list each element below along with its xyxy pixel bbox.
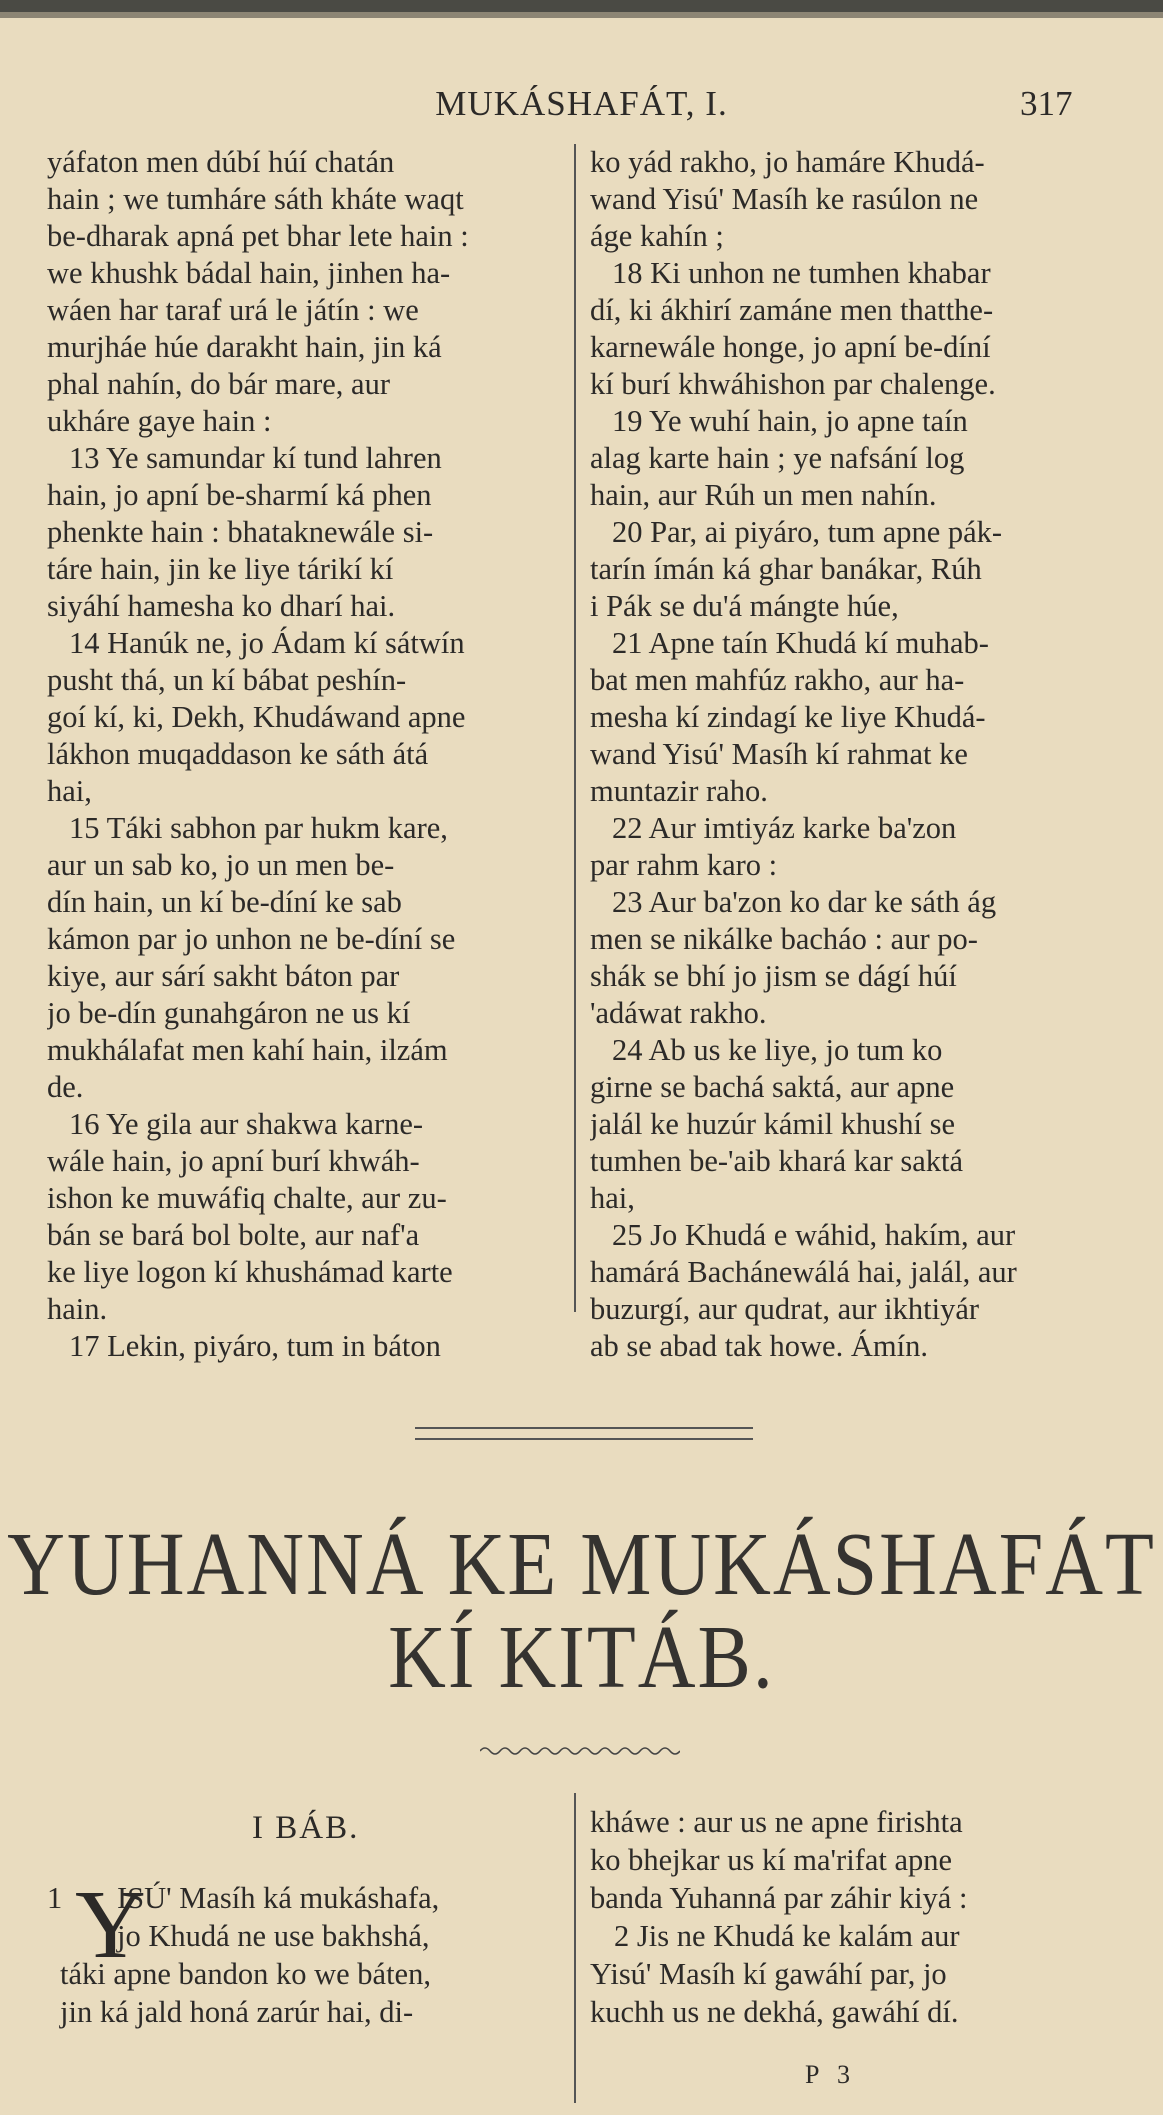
text-line: 14 Hanúk ne, jo Ádam kí sátwín: [69, 626, 465, 660]
text-line: 13 Ye samundar kí tund lahren: [69, 441, 442, 475]
text-line: yáfaton men dúbí húí chatán: [47, 145, 395, 179]
running-header-title: MUKÁSHAFÁT, I.: [435, 84, 728, 123]
text-line: ab se abad tak howe. Ámín.: [590, 1329, 928, 1363]
text-line: 15 Táki sabhon par hukm kare,: [69, 811, 448, 845]
text-line: wáen har taraf urá le játín : we: [47, 293, 419, 327]
text-line: tarín ímán ká ghar banákar, Rúh: [590, 552, 982, 586]
text-line: áge kahín ;: [590, 219, 724, 253]
text-line: girne se bachá saktá, aur apne: [590, 1070, 955, 1104]
text-line: 25 Jo Khudá e wáhid, hakím, aur: [612, 1218, 1016, 1252]
text-line: jalál ke huzúr kámil khushí se: [590, 1107, 956, 1141]
text-line: banda Yuhanná par záhir kiyá :: [590, 1881, 968, 1915]
text-line: goí kí, ki, Dekh, Khudáwand apne: [47, 700, 466, 734]
signature-mark: P 3: [805, 2060, 856, 2089]
text-line: 22 Aur imtiyáz karke ba'zon: [612, 811, 957, 845]
text-line: hamárá Bachánewálá hai, jalál, aur: [590, 1255, 1017, 1289]
page-top-edge-shade: [0, 12, 1163, 18]
text-line: wand Yisú' Masíh kí rahmat ke: [590, 737, 968, 771]
column-divider: [574, 144, 576, 1312]
text-line: jo be-dín gunahgáron ne us kí: [47, 996, 411, 1030]
chapter-heading: I BÁB.: [252, 1810, 360, 1846]
text-line: táki apne bandon ko we báten,: [60, 1957, 431, 1991]
text-line: 21 Apne taín Khudá kí muhab-: [612, 626, 989, 660]
right-column-text: [590, 144, 1108, 1365]
text-line: hain, aur Rúh un men nahín.: [590, 478, 937, 512]
text-line: muntazir raho.: [590, 774, 768, 808]
text-line: jin ká jald honá zarúr hai, di-: [60, 1995, 414, 2029]
text-line: ko yád rakho, jo hamáre Khudá-: [590, 145, 985, 179]
text-line: 'adáwat rakho.: [590, 996, 767, 1030]
left-column-text: [47, 144, 565, 1365]
text-line: phal nahín, do bár mare, aur: [47, 367, 390, 401]
text-line: men se nikálke bacháo : aur po-: [590, 922, 978, 956]
text-line: táre hain, jin ke liye tárikí kí: [47, 552, 394, 586]
book-title-line-2: KÍ KITÁB.: [388, 1608, 775, 1708]
text-line: Yisú' Masíh kí gawáhí par, jo: [590, 1957, 947, 1991]
text-line: kámon par jo unhon ne be-díní se: [47, 922, 456, 956]
page-number: 317: [1020, 84, 1073, 123]
drop-cap-letter: Y: [75, 1871, 146, 1979]
text-line: 18 Ki unhon ne tumhen khabar: [612, 256, 991, 290]
verse-number-1: 1: [47, 1881, 63, 1915]
text-line: ishon ke muwáfiq chalte, aur zu-: [47, 1181, 447, 1215]
text-line: 19 Ye wuhí hain, jo apne taín: [612, 404, 968, 438]
text-line: kí burí khwáhishon par chalenge.: [590, 367, 996, 401]
text-line: bán se bará bol bolte, aur naf'a: [47, 1218, 420, 1252]
text-line: bat men mahfúz rakho, aur ha-: [590, 663, 965, 697]
text-line: alag karte hain ; ye nafsání log: [590, 441, 965, 475]
text-line: mukhálafat men kahí hain, ilzám: [47, 1033, 448, 1067]
text-line: phenkte hain : bhataknewále si-: [47, 515, 434, 549]
text-line: murjháe húe darakht hain, jin ká: [47, 330, 442, 364]
text-line: ko bhejkar us kí ma'rifat apne: [590, 1843, 953, 1877]
text-line: kuchh us ne dekhá, gawáhí dí.: [590, 1995, 959, 2029]
text-line: hai,: [47, 774, 92, 808]
text-line: mesha kí zindagí ke liye Khudá-: [590, 700, 986, 734]
text-line: siyáhí hamesha ko dharí hai.: [47, 589, 396, 623]
text-line: 24 Ab us ke liye, jo tum ko: [612, 1033, 943, 1067]
text-line: tumhen be-'aib khará kar saktá: [590, 1144, 964, 1178]
text-line: hain.: [47, 1292, 108, 1326]
text-line: 20 Par, ai piyáro, tum apne pák-: [612, 515, 1003, 549]
text-line: pusht thá, un kí bábat peshín-: [47, 663, 407, 697]
text-line: lákhon muqaddason ke sáth átá: [47, 737, 429, 771]
text-line: ISÚ' Masíh ká mukáshafa,: [117, 1881, 440, 1915]
column-divider-lower: [574, 1793, 576, 2103]
text-line: ukháre gaye hain :: [47, 404, 272, 438]
text-line: hai,: [590, 1181, 635, 1215]
text-line: dí, ki ákhirí zamáne men thatthe-: [590, 293, 994, 327]
text-line: hain ; we tumháre sáth kháte waqt: [47, 182, 464, 216]
text-line: karnewále honge, jo apní be-díní: [590, 330, 991, 364]
wavy-ornament-rule: [480, 1744, 680, 1758]
text-line: 16 Ye gila aur shakwa karne-: [69, 1107, 424, 1141]
text-line: hain, jo apní be-sharmí ká phen: [47, 478, 432, 512]
text-line: we khushk bádal hain, jinhen ha-: [47, 256, 451, 290]
text-line: dín hain, un kí be-díní ke sab: [47, 885, 402, 919]
book-title-line-1: YUHANNÁ KE MUKÁSHAFÁT: [7, 1515, 1156, 1615]
text-line: buzurgí, aur qudrat, aur ikhtiyár: [590, 1292, 980, 1326]
text-line: kháwe : aur us ne apne firishta: [590, 1805, 963, 1839]
text-line: de.: [47, 1070, 84, 1104]
text-line: ke liye logon kí khushámad karte: [47, 1255, 453, 1289]
text-line: kiye, aur sárí sakht báton par: [47, 959, 400, 993]
text-line: 17 Lekin, piyáro, tum in báton: [69, 1329, 441, 1363]
text-line: i Pák se du'á mángte húe,: [590, 589, 899, 623]
text-line: par rahm karo :: [590, 848, 778, 882]
text-line: shák se bhí jo jism se dágí húí: [590, 959, 957, 993]
section-double-rule: [415, 1427, 753, 1440]
text-line: aur un sab ko, jo un men be-: [47, 848, 395, 882]
page-top-edge: [0, 0, 1163, 12]
text-line: be-dharak apná pet bhar lete hain :: [47, 219, 469, 253]
text-line: wand Yisú' Masíh ke rasúlon ne: [590, 182, 979, 216]
text-line: wále hain, jo apní burí khwáh-: [47, 1144, 420, 1178]
text-line: 2 Jis ne Khudá ke kalám aur: [614, 1919, 960, 1953]
text-line: 23 Aur ba'zon ko dar ke sáth ág: [612, 885, 997, 919]
text-line: jo Khudá ne use bakhshá,: [117, 1919, 430, 1953]
